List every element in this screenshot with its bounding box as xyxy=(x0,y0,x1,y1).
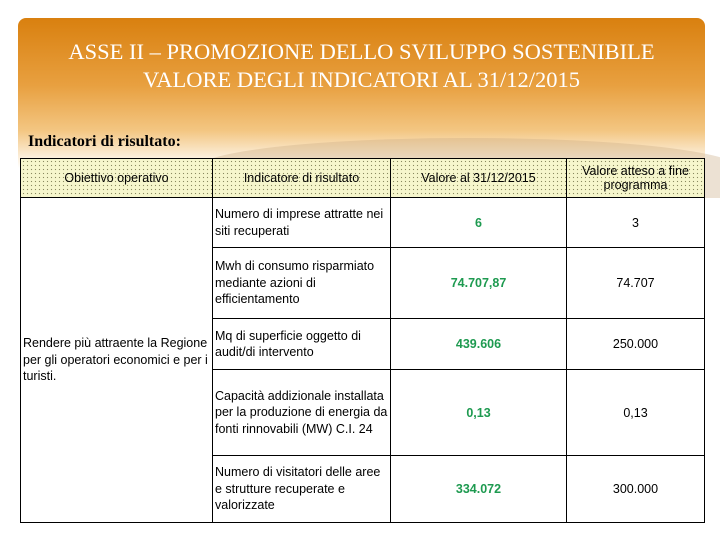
target-cell: 0,13 xyxy=(567,370,705,456)
indicator-cell: Numero di imprese attratte nei siti recuperati xyxy=(213,198,391,248)
table-header xyxy=(21,159,705,198)
indicator-cell: Mq di superficie oggetto di audit/di intervento xyxy=(213,319,391,370)
indicator-cell: Numero di visitatori delle aree e strutture recuperate e valorizzate xyxy=(213,456,391,523)
indicator-cell: Capacità addizionale installata per la produzione di energia da fonti rinnovabili (MW) C.I. 24 xyxy=(213,370,391,456)
value-cell: 0,13 xyxy=(391,370,567,456)
value-cell: 439.606 xyxy=(391,319,567,370)
target-cell: 300.000 xyxy=(567,456,705,523)
col-objective: Obiettivo operativo xyxy=(21,159,213,198)
target-cell: 74.707 xyxy=(567,248,705,319)
indicators-table xyxy=(20,158,705,523)
value-cell: 74.707,87 xyxy=(391,248,567,319)
col-target: Valore atteso a fine programma xyxy=(567,159,705,198)
table-row xyxy=(21,198,705,248)
target-cell: 3 xyxy=(567,198,705,248)
title-line-1: ASSE II – PROMOZIONE DELLO SVILUPPO SOSTENIBILE xyxy=(68,39,655,64)
target-cell: 250.000 xyxy=(567,319,705,370)
page-title xyxy=(18,38,705,94)
col-value: Valore al 31/12/2015 xyxy=(391,159,567,198)
value-cell: 334.072 xyxy=(391,456,567,523)
objective-cell: Rendere più attraente la Regione per gli operatori economici e per i turisti. xyxy=(21,198,213,523)
col-indicator: Indicatore di risultato xyxy=(213,159,391,198)
section-subtitle: Indicatori di risultato: xyxy=(28,133,181,150)
title-line-2: VALORE DEGLI INDICATORI AL 31/12/2015 xyxy=(142,67,581,92)
value-cell: 6 xyxy=(391,198,567,248)
indicator-cell: Mwh di consumo risparmiato mediante azioni di efficientamento xyxy=(213,248,391,319)
